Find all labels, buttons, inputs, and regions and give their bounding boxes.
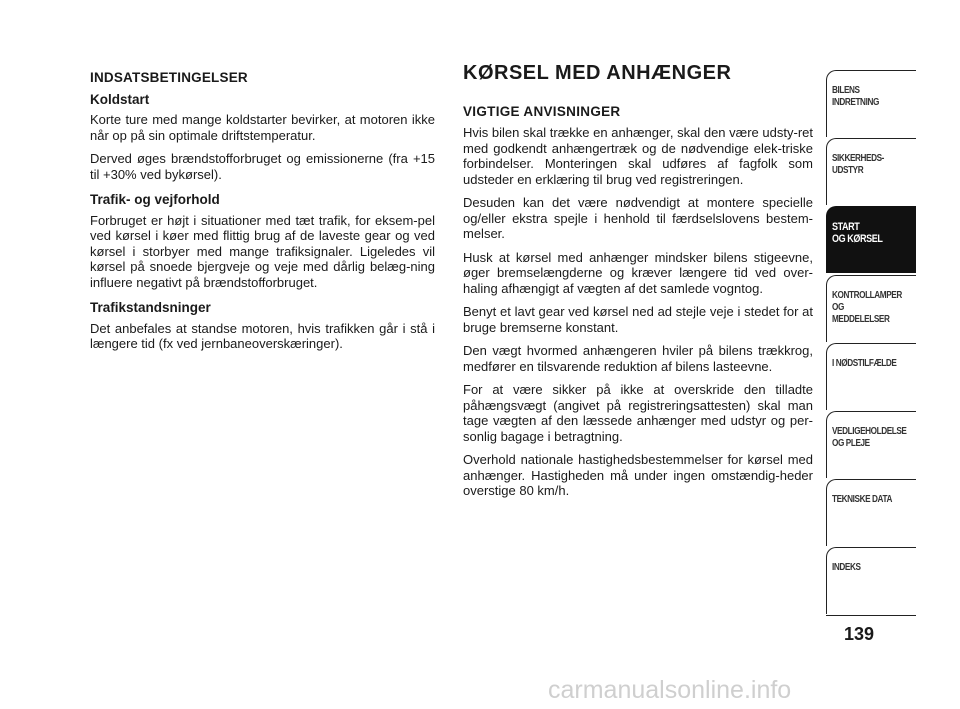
tab-label: KONTROLLAMPER OG MEDDELELSER (832, 290, 902, 325)
tab-kontrollamper[interactable] (826, 275, 916, 342)
paragraph: Husk at kørsel med anhænger mindsker bilens stigeevne, øger bremselængderne og kræver længere tid ved over-haling afhængigt af vægten af det samlede vogntog. (463, 249, 813, 296)
tab-label: INDEKS (832, 562, 861, 573)
paragraph: Overhold nationale hastighedsbestemmelser for kørsel med anhænger. Hastigheden må under ingen omstændig-heder overstige 80 km/h. (463, 452, 813, 498)
tab-label: TEKNISKE DATA (832, 494, 892, 505)
paragraph: For at være sikker på ikke at overskride den tilladte påhængsvægt (angivet på registreringsattesten) skal man tage vægten af den læssede anhænger med udstyr og per-sonlig bagage i betragtning. (463, 382, 813, 444)
left-column (90, 70, 435, 360)
tab-label: SIKKERHEDS- UDSTYR (832, 153, 884, 176)
paragraph: Desuden kan det være nødvendigt at montere specielle og/eller ekstra spejle i henhold til færdselslovens bestem-melser. (463, 195, 813, 241)
heading-cold-start: Koldstart (90, 91, 150, 107)
right-column (463, 62, 813, 507)
tab-tekniske-data[interactable] (826, 479, 916, 546)
tab-nodstilfaelde[interactable] (826, 343, 916, 410)
watermark: carmanualsonline.info (548, 676, 792, 704)
heading-traffic-stops: Trafikstandsninger (90, 300, 211, 315)
page-number: 139 (843, 624, 875, 644)
tab-sikkerhedsudstyr[interactable] (826, 138, 916, 205)
paragraph: Det anbefales at standse motoren, hvis trafikken går i stå i længere tid (fx ved jernbaneoverskæringer). (90, 320, 435, 351)
tab-label: VEDLIGEHOLDELSE OG PLEJE (832, 426, 907, 449)
tab-label: BILENS INDRETNING (832, 85, 879, 108)
tab-indeks[interactable] (826, 547, 916, 614)
tab-vedligeholdelse[interactable] (826, 411, 916, 478)
tab-start-og-korsel[interactable] (826, 206, 916, 273)
chapter-tabs (826, 70, 916, 616)
tab-label: START OG KØRSEL (832, 221, 883, 245)
page-title: KØRSEL MED ANHÆNGER (463, 62, 732, 84)
paragraph: Korte ture med mange koldstarter bevirker, at motoren ikke når op på sin optimale driftstemperatur. (90, 112, 435, 143)
section-heading-instructions: VIGTIGE ANVISNINGER (463, 103, 621, 119)
heading-traffic-road: Trafik- og vejforhold (90, 192, 220, 207)
paragraph: Den vægt hvormed anhængeren hviler på bilens trækkrog, medfører en tilsvarende reduktion af bilens lasteevne. (463, 343, 813, 374)
divider (826, 615, 916, 616)
tab-bilens-indretning[interactable] (826, 70, 916, 137)
paragraph: Derved øges brændstofforbruget og emissionerne (fra +15 til +30% ved bykørsel). (90, 151, 435, 182)
paragraph: Hvis bilen skal trække en anhænger, skal den være udsty-ret med godkendt anhængertræk og de nødvendige elek-triske forbindelser. Monteringen skal udføres af fagfolk som udsteder en erklæring til brug ved registreringen. (463, 125, 813, 187)
paragraph: Forbruget er højt i situationer med tæt trafik, for eksem-pel ved kørsel i køer med flittig brug af de laveste gear og ved kørsel i storbyer med mange trafiksignaler. Ligeledes vil kørsel på snoede bjergveje og veje med dårlig belæg-ning influere negativt på brændstofforbruget. (90, 212, 435, 290)
paragraph: Benyt et lavt gear ved kørsel ned ad stejle veje i stedet for at bruge bremserne konstant. (463, 304, 813, 335)
tab-label: I NØDSTILFÆLDE (832, 358, 897, 369)
section-heading-conditions: INDSATSBETINGELSER (90, 70, 248, 85)
